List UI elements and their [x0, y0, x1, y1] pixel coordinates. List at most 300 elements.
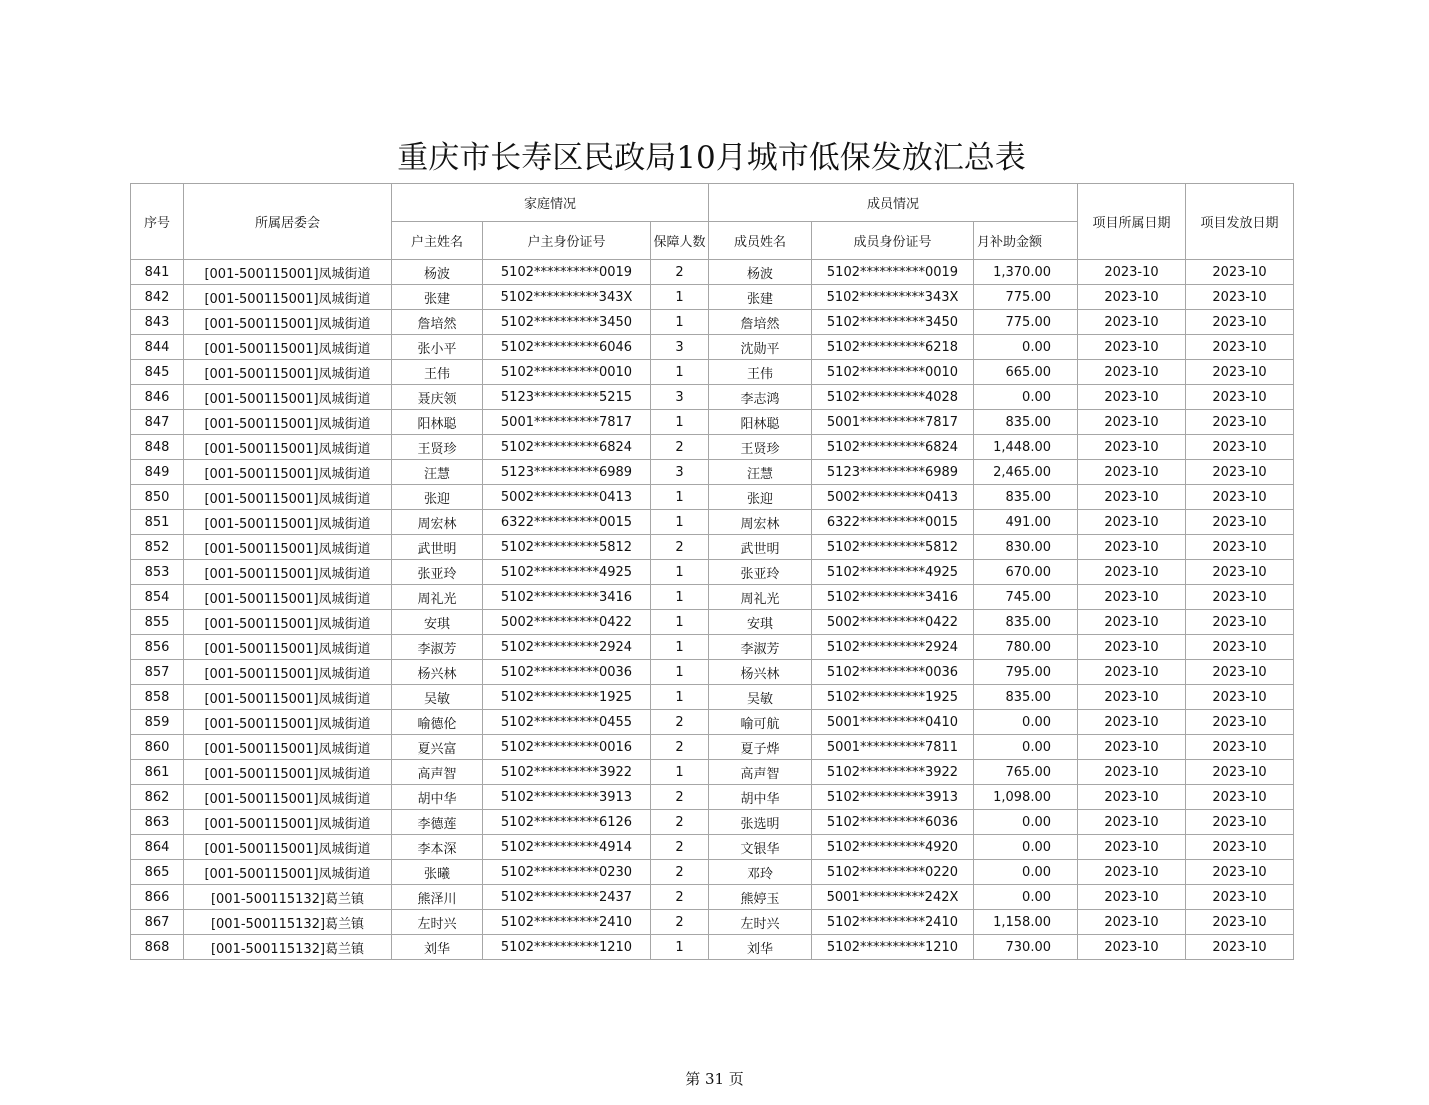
- cell-committee: [001-500115001]凤城街道: [184, 260, 392, 285]
- cell-member-name: 王伟: [709, 360, 812, 385]
- cell-committee: [001-500115001]凤城街道: [184, 460, 392, 485]
- cell-member-name: 邓玲: [709, 860, 812, 885]
- header-head-name: 户主姓名: [392, 222, 483, 260]
- cell-head-id: 5002**********0413: [483, 485, 651, 510]
- cell-member-name: 安琪: [709, 610, 812, 635]
- cell-seq: 868: [131, 935, 184, 960]
- cell-covered: 1: [651, 585, 709, 610]
- cell-head-id: 5102**********343X: [483, 285, 651, 310]
- cell-committee: [001-500115001]凤城街道: [184, 660, 392, 685]
- cell-committee: [001-500115001]凤城街道: [184, 735, 392, 760]
- cell-seq: 865: [131, 860, 184, 885]
- cell-member-name: 吴敏: [709, 685, 812, 710]
- table-row: [131, 435, 1294, 460]
- cell-member-name: 胡中华: [709, 785, 812, 810]
- cell-covered: 2: [651, 860, 709, 885]
- cell-issue-date: 2023-10: [1186, 410, 1294, 435]
- cell-seq: 866: [131, 885, 184, 910]
- cell-member-name: 喻可航: [709, 710, 812, 735]
- cell-issue-date: 2023-10: [1186, 510, 1294, 535]
- cell-seq: 852: [131, 535, 184, 560]
- cell-member-id: 5123**********6989: [812, 460, 974, 485]
- cell-head-id: 5102**********4914: [483, 835, 651, 860]
- table-row: [131, 385, 1294, 410]
- cell-project-period: 2023-10: [1078, 785, 1186, 810]
- cell-seq: 847: [131, 410, 184, 435]
- cell-covered: 1: [651, 610, 709, 635]
- cell-head-id: 5102**********5812: [483, 535, 651, 560]
- cell-issue-date: 2023-10: [1186, 335, 1294, 360]
- table-row: [131, 460, 1294, 485]
- cell-head-id: 6322**********0015: [483, 510, 651, 535]
- cell-head-id: 5102**********3450: [483, 310, 651, 335]
- cell-head-name: 安琪: [392, 610, 483, 635]
- cell-member-name: 熊婷玉: [709, 885, 812, 910]
- cell-committee: [001-500115001]凤城街道: [184, 560, 392, 585]
- cell-project-period: 2023-10: [1078, 485, 1186, 510]
- cell-issue-date: 2023-10: [1186, 360, 1294, 385]
- cell-covered: 2: [651, 535, 709, 560]
- cell-member-name: 沈勋平: [709, 335, 812, 360]
- header-project-period: 项目所属日期: [1078, 184, 1186, 260]
- cell-covered: 2: [651, 260, 709, 285]
- cell-project-period: 2023-10: [1078, 860, 1186, 885]
- cell-project-period: 2023-10: [1078, 260, 1186, 285]
- cell-seq: 864: [131, 835, 184, 860]
- cell-member-id: 5102**********0220: [812, 860, 974, 885]
- cell-head-id: 5102**********0016: [483, 735, 651, 760]
- cell-subsidy: 780.00: [974, 635, 1078, 660]
- cell-project-period: 2023-10: [1078, 660, 1186, 685]
- cell-head-id: 5102**********2924: [483, 635, 651, 660]
- cell-covered: 1: [651, 560, 709, 585]
- table-row: [131, 635, 1294, 660]
- cell-subsidy: 0.00: [974, 735, 1078, 760]
- table-row: [131, 710, 1294, 735]
- cell-issue-date: 2023-10: [1186, 485, 1294, 510]
- cell-member-name: 王贤珍: [709, 435, 812, 460]
- table-row: [131, 660, 1294, 685]
- cell-member-name: 张亚玲: [709, 560, 812, 585]
- cell-subsidy: 0.00: [974, 710, 1078, 735]
- cell-head-name: 李德莲: [392, 810, 483, 835]
- cell-issue-date: 2023-10: [1186, 735, 1294, 760]
- table-row: [131, 785, 1294, 810]
- cell-project-period: 2023-10: [1078, 885, 1186, 910]
- table-row: [131, 860, 1294, 885]
- cell-member-id: 5102**********4920: [812, 835, 974, 860]
- cell-issue-date: 2023-10: [1186, 785, 1294, 810]
- table-row: [131, 935, 1294, 960]
- cell-seq: 862: [131, 785, 184, 810]
- cell-subsidy: 830.00: [974, 535, 1078, 560]
- cell-member-name: 阳林聪: [709, 410, 812, 435]
- page-number: 第 31 页: [685, 1070, 744, 1088]
- cell-committee: [001-500115001]凤城街道: [184, 785, 392, 810]
- cell-seq: 846: [131, 385, 184, 410]
- cell-committee: [001-500115001]凤城街道: [184, 285, 392, 310]
- cell-seq: 850: [131, 485, 184, 510]
- cell-committee: [001-500115001]凤城街道: [184, 610, 392, 635]
- cell-member-name: 高声智: [709, 760, 812, 785]
- cell-head-name: 高声智: [392, 760, 483, 785]
- cell-subsidy: 1,370.00: [974, 260, 1078, 285]
- cell-member-id: 5001**********7817: [812, 410, 974, 435]
- cell-head-id: 5102**********6126: [483, 810, 651, 835]
- cell-committee: [001-500115001]凤城街道: [184, 585, 392, 610]
- cell-member-id: 5102**********2410: [812, 910, 974, 935]
- cell-subsidy: 775.00: [974, 310, 1078, 335]
- cell-issue-date: 2023-10: [1186, 560, 1294, 585]
- cell-project-period: 2023-10: [1078, 835, 1186, 860]
- cell-member-id: 5102**********0010: [812, 360, 974, 385]
- cell-project-period: 2023-10: [1078, 310, 1186, 335]
- cell-seq: 857: [131, 660, 184, 685]
- cell-member-name: 李志鸿: [709, 385, 812, 410]
- cell-issue-date: 2023-10: [1186, 260, 1294, 285]
- cell-head-id: 5102**********1925: [483, 685, 651, 710]
- cell-head-name: 张曦: [392, 860, 483, 885]
- cell-seq: 851: [131, 510, 184, 535]
- cell-issue-date: 2023-10: [1186, 610, 1294, 635]
- cell-issue-date: 2023-10: [1186, 710, 1294, 735]
- cell-seq: 853: [131, 560, 184, 585]
- cell-issue-date: 2023-10: [1186, 635, 1294, 660]
- cell-subsidy: 665.00: [974, 360, 1078, 385]
- table-row: [131, 685, 1294, 710]
- cell-head-name: 左时兴: [392, 910, 483, 935]
- cell-committee: [001-500115132]葛兰镇: [184, 910, 392, 935]
- header-family-group: 家庭情况: [392, 184, 709, 222]
- cell-committee: [001-500115132]葛兰镇: [184, 885, 392, 910]
- cell-head-id: 5102**********6046: [483, 335, 651, 360]
- cell-issue-date: 2023-10: [1186, 685, 1294, 710]
- cell-committee: [001-500115001]凤城街道: [184, 310, 392, 335]
- cell-subsidy: 1,158.00: [974, 910, 1078, 935]
- cell-project-period: 2023-10: [1078, 810, 1186, 835]
- cell-committee: [001-500115001]凤城街道: [184, 510, 392, 535]
- table-row: [131, 310, 1294, 335]
- cell-head-name: 王伟: [392, 360, 483, 385]
- cell-member-id: 5102**********3450: [812, 310, 974, 335]
- table-row: [131, 510, 1294, 535]
- cell-member-id: 5102**********6036: [812, 810, 974, 835]
- cell-committee: [001-500115001]凤城街道: [184, 410, 392, 435]
- cell-member-id: 5102**********6218: [812, 335, 974, 360]
- cell-subsidy: 0.00: [974, 385, 1078, 410]
- cell-member-name: 杨兴林: [709, 660, 812, 685]
- cell-head-name: 张迎: [392, 485, 483, 510]
- cell-covered: 1: [651, 485, 709, 510]
- cell-head-name: 詹培然: [392, 310, 483, 335]
- cell-member-id: 5102**********3922: [812, 760, 974, 785]
- cell-member-name: 张建: [709, 285, 812, 310]
- cell-committee: [001-500115001]凤城街道: [184, 485, 392, 510]
- cell-issue-date: 2023-10: [1186, 435, 1294, 460]
- cell-member-name: 文银华: [709, 835, 812, 860]
- cell-member-name: 李淑芳: [709, 635, 812, 660]
- cell-head-id: 5102**********0230: [483, 860, 651, 885]
- header-issue-date: 项目发放日期: [1186, 184, 1294, 260]
- cell-subsidy: 795.00: [974, 660, 1078, 685]
- table-row: [131, 760, 1294, 785]
- cell-subsidy: 0.00: [974, 860, 1078, 885]
- cell-subsidy: 730.00: [974, 935, 1078, 960]
- cell-covered: 3: [651, 335, 709, 360]
- table-row: [131, 560, 1294, 585]
- subsidy-table: [130, 183, 1294, 960]
- cell-head-name: 吴敏: [392, 685, 483, 710]
- table-row: [131, 735, 1294, 760]
- cell-covered: 2: [651, 835, 709, 860]
- cell-subsidy: 835.00: [974, 410, 1078, 435]
- cell-head-id: 5102**********3913: [483, 785, 651, 810]
- cell-seq: 863: [131, 810, 184, 835]
- cell-covered: 1: [651, 685, 709, 710]
- cell-covered: 2: [651, 910, 709, 935]
- cell-subsidy: 1,098.00: [974, 785, 1078, 810]
- header-member-group: 成员情况: [709, 184, 1078, 222]
- cell-member-id: 5102**********343X: [812, 285, 974, 310]
- cell-head-name: 夏兴富: [392, 735, 483, 760]
- cell-head-name: 刘华: [392, 935, 483, 960]
- header-member-id: 成员身份证号: [812, 222, 974, 260]
- cell-project-period: 2023-10: [1078, 610, 1186, 635]
- cell-subsidy: 0.00: [974, 885, 1078, 910]
- cell-member-id: 5001**********242X: [812, 885, 974, 910]
- cell-project-period: 2023-10: [1078, 335, 1186, 360]
- cell-seq: 843: [131, 310, 184, 335]
- cell-covered: 3: [651, 460, 709, 485]
- cell-project-period: 2023-10: [1078, 285, 1186, 310]
- cell-head-id: 5102**********2437: [483, 885, 651, 910]
- cell-covered: 1: [651, 760, 709, 785]
- cell-issue-date: 2023-10: [1186, 310, 1294, 335]
- cell-subsidy: 775.00: [974, 285, 1078, 310]
- cell-head-name: 武世明: [392, 535, 483, 560]
- cell-project-period: 2023-10: [1078, 535, 1186, 560]
- table-body: [131, 260, 1294, 960]
- cell-head-id: 5102**********3416: [483, 585, 651, 610]
- cell-issue-date: 2023-10: [1186, 460, 1294, 485]
- cell-covered: 1: [651, 310, 709, 335]
- table-row: [131, 485, 1294, 510]
- cell-committee: [001-500115001]凤城街道: [184, 860, 392, 885]
- cell-member-id: 5102**********0036: [812, 660, 974, 685]
- cell-covered: 2: [651, 810, 709, 835]
- cell-seq: 845: [131, 360, 184, 385]
- cell-head-name: 杨波: [392, 260, 483, 285]
- cell-seq: 855: [131, 610, 184, 635]
- cell-issue-date: 2023-10: [1186, 835, 1294, 860]
- cell-head-name: 周宏林: [392, 510, 483, 535]
- cell-member-id: 5002**********0422: [812, 610, 974, 635]
- cell-head-name: 阳林聪: [392, 410, 483, 435]
- cell-member-name: 汪慧: [709, 460, 812, 485]
- cell-member-id: 5102**********2924: [812, 635, 974, 660]
- cell-project-period: 2023-10: [1078, 385, 1186, 410]
- cell-head-name: 熊泽川: [392, 885, 483, 910]
- cell-covered: 2: [651, 435, 709, 460]
- cell-subsidy: 491.00: [974, 510, 1078, 535]
- cell-subsidy: 0.00: [974, 810, 1078, 835]
- cell-head-id: 5102**********6824: [483, 435, 651, 460]
- cell-covered: 1: [651, 360, 709, 385]
- table-row: [131, 535, 1294, 560]
- cell-member-name: 张选明: [709, 810, 812, 835]
- cell-covered: 1: [651, 510, 709, 535]
- cell-head-name: 王贤珍: [392, 435, 483, 460]
- cell-project-period: 2023-10: [1078, 585, 1186, 610]
- cell-committee: [001-500115001]凤城街道: [184, 760, 392, 785]
- cell-head-name: 周礼光: [392, 585, 483, 610]
- cell-issue-date: 2023-10: [1186, 910, 1294, 935]
- cell-member-id: 5002**********0413: [812, 485, 974, 510]
- cell-head-id: 5102**********2410: [483, 910, 651, 935]
- cell-committee: [001-500115001]凤城街道: [184, 810, 392, 835]
- cell-seq: 848: [131, 435, 184, 460]
- cell-head-name: 汪慧: [392, 460, 483, 485]
- cell-committee: [001-500115001]凤城街道: [184, 535, 392, 560]
- cell-committee: [001-500115001]凤城街道: [184, 435, 392, 460]
- cell-project-period: 2023-10: [1078, 910, 1186, 935]
- cell-subsidy: 0.00: [974, 335, 1078, 360]
- cell-head-id: 5102**********0036: [483, 660, 651, 685]
- cell-project-period: 2023-10: [1078, 560, 1186, 585]
- cell-issue-date: 2023-10: [1186, 760, 1294, 785]
- cell-member-name: 武世明: [709, 535, 812, 560]
- cell-head-id: 5102**********1210: [483, 935, 651, 960]
- cell-committee: [001-500115001]凤城街道: [184, 685, 392, 710]
- cell-member-id: 6322**********0015: [812, 510, 974, 535]
- cell-issue-date: 2023-10: [1186, 935, 1294, 960]
- cell-head-id: 5001**********7817: [483, 410, 651, 435]
- cell-subsidy: 2,465.00: [974, 460, 1078, 485]
- cell-seq: 861: [131, 760, 184, 785]
- cell-head-name: 李本深: [392, 835, 483, 860]
- cell-seq: 859: [131, 710, 184, 735]
- cell-committee: [001-500115001]凤城街道: [184, 360, 392, 385]
- cell-member-id: 5102**********3913: [812, 785, 974, 810]
- cell-committee: [001-500115001]凤城街道: [184, 635, 392, 660]
- cell-head-id: 5102**********4925: [483, 560, 651, 585]
- cell-member-name: 刘华: [709, 935, 812, 960]
- cell-subsidy: 765.00: [974, 760, 1078, 785]
- cell-covered: 1: [651, 660, 709, 685]
- cell-member-name: 张迎: [709, 485, 812, 510]
- cell-project-period: 2023-10: [1078, 460, 1186, 485]
- cell-project-period: 2023-10: [1078, 635, 1186, 660]
- cell-seq: 841: [131, 260, 184, 285]
- cell-covered: 2: [651, 785, 709, 810]
- header-committee: 所属居委会: [184, 184, 392, 260]
- cell-head-id: 5102**********0010: [483, 360, 651, 385]
- table-row: [131, 260, 1294, 285]
- table-row: [131, 360, 1294, 385]
- cell-head-name: 张小平: [392, 335, 483, 360]
- cell-covered: 1: [651, 410, 709, 435]
- cell-member-name: 左时兴: [709, 910, 812, 935]
- cell-committee: [001-500115001]凤城街道: [184, 710, 392, 735]
- cell-member-name: 夏子烨: [709, 735, 812, 760]
- cell-project-period: 2023-10: [1078, 410, 1186, 435]
- cell-covered: 3: [651, 385, 709, 410]
- cell-subsidy: 0.00: [974, 835, 1078, 860]
- cell-head-name: 喻德伦: [392, 710, 483, 735]
- cell-member-id: 5102**********5812: [812, 535, 974, 560]
- cell-head-name: 张亚玲: [392, 560, 483, 585]
- cell-member-name: 周礼光: [709, 585, 812, 610]
- cell-project-period: 2023-10: [1078, 435, 1186, 460]
- header-subsidy: 月补助金额: [974, 222, 1078, 260]
- cell-issue-date: 2023-10: [1186, 535, 1294, 560]
- cell-issue-date: 2023-10: [1186, 285, 1294, 310]
- header-covered: 保障人数: [651, 222, 709, 260]
- cell-issue-date: 2023-10: [1186, 860, 1294, 885]
- cell-member-id: 5102**********6824: [812, 435, 974, 460]
- cell-project-period: 2023-10: [1078, 935, 1186, 960]
- table-row: [131, 585, 1294, 610]
- cell-member-id: 5102**********4925: [812, 560, 974, 585]
- cell-head-id: 5123**********5215: [483, 385, 651, 410]
- cell-member-name: 周宏林: [709, 510, 812, 535]
- table-header: [131, 184, 1294, 260]
- cell-project-period: 2023-10: [1078, 685, 1186, 710]
- cell-covered: 2: [651, 885, 709, 910]
- cell-member-id: 5102**********1925: [812, 685, 974, 710]
- cell-seq: 858: [131, 685, 184, 710]
- cell-project-period: 2023-10: [1078, 710, 1186, 735]
- cell-issue-date: 2023-10: [1186, 585, 1294, 610]
- cell-subsidy: 1,448.00: [974, 435, 1078, 460]
- cell-head-name: 张建: [392, 285, 483, 310]
- cell-issue-date: 2023-10: [1186, 810, 1294, 835]
- cell-member-id: 5102**********3416: [812, 585, 974, 610]
- cell-head-id: 5123**********6989: [483, 460, 651, 485]
- header-seq: 序号: [131, 184, 184, 260]
- cell-head-id: 5102**********0455: [483, 710, 651, 735]
- cell-seq: 867: [131, 910, 184, 935]
- cell-issue-date: 2023-10: [1186, 385, 1294, 410]
- table-row: [131, 285, 1294, 310]
- cell-member-id: 5102**********4028: [812, 385, 974, 410]
- cell-head-id: 5102**********0019: [483, 260, 651, 285]
- cell-committee: [001-500115132]葛兰镇: [184, 935, 392, 960]
- header-member-name: 成员姓名: [709, 222, 812, 260]
- cell-seq: 856: [131, 635, 184, 660]
- cell-member-name: 詹培然: [709, 310, 812, 335]
- table-row: [131, 335, 1294, 360]
- cell-subsidy: 745.00: [974, 585, 1078, 610]
- cell-subsidy: 835.00: [974, 685, 1078, 710]
- cell-head-name: 杨兴林: [392, 660, 483, 685]
- cell-covered: 2: [651, 710, 709, 735]
- table-row: [131, 610, 1294, 635]
- cell-subsidy: 835.00: [974, 485, 1078, 510]
- cell-covered: 1: [651, 285, 709, 310]
- cell-project-period: 2023-10: [1078, 760, 1186, 785]
- cell-issue-date: 2023-10: [1186, 885, 1294, 910]
- cell-committee: [001-500115001]凤城街道: [184, 385, 392, 410]
- cell-committee: [001-500115001]凤城街道: [184, 335, 392, 360]
- cell-subsidy: 835.00: [974, 610, 1078, 635]
- cell-seq: 854: [131, 585, 184, 610]
- cell-seq: 842: [131, 285, 184, 310]
- cell-member-id: 5102**********0019: [812, 260, 974, 285]
- table-row: [131, 810, 1294, 835]
- cell-head-id: 5102**********3922: [483, 760, 651, 785]
- header-head-id: 户主身份证号: [483, 222, 651, 260]
